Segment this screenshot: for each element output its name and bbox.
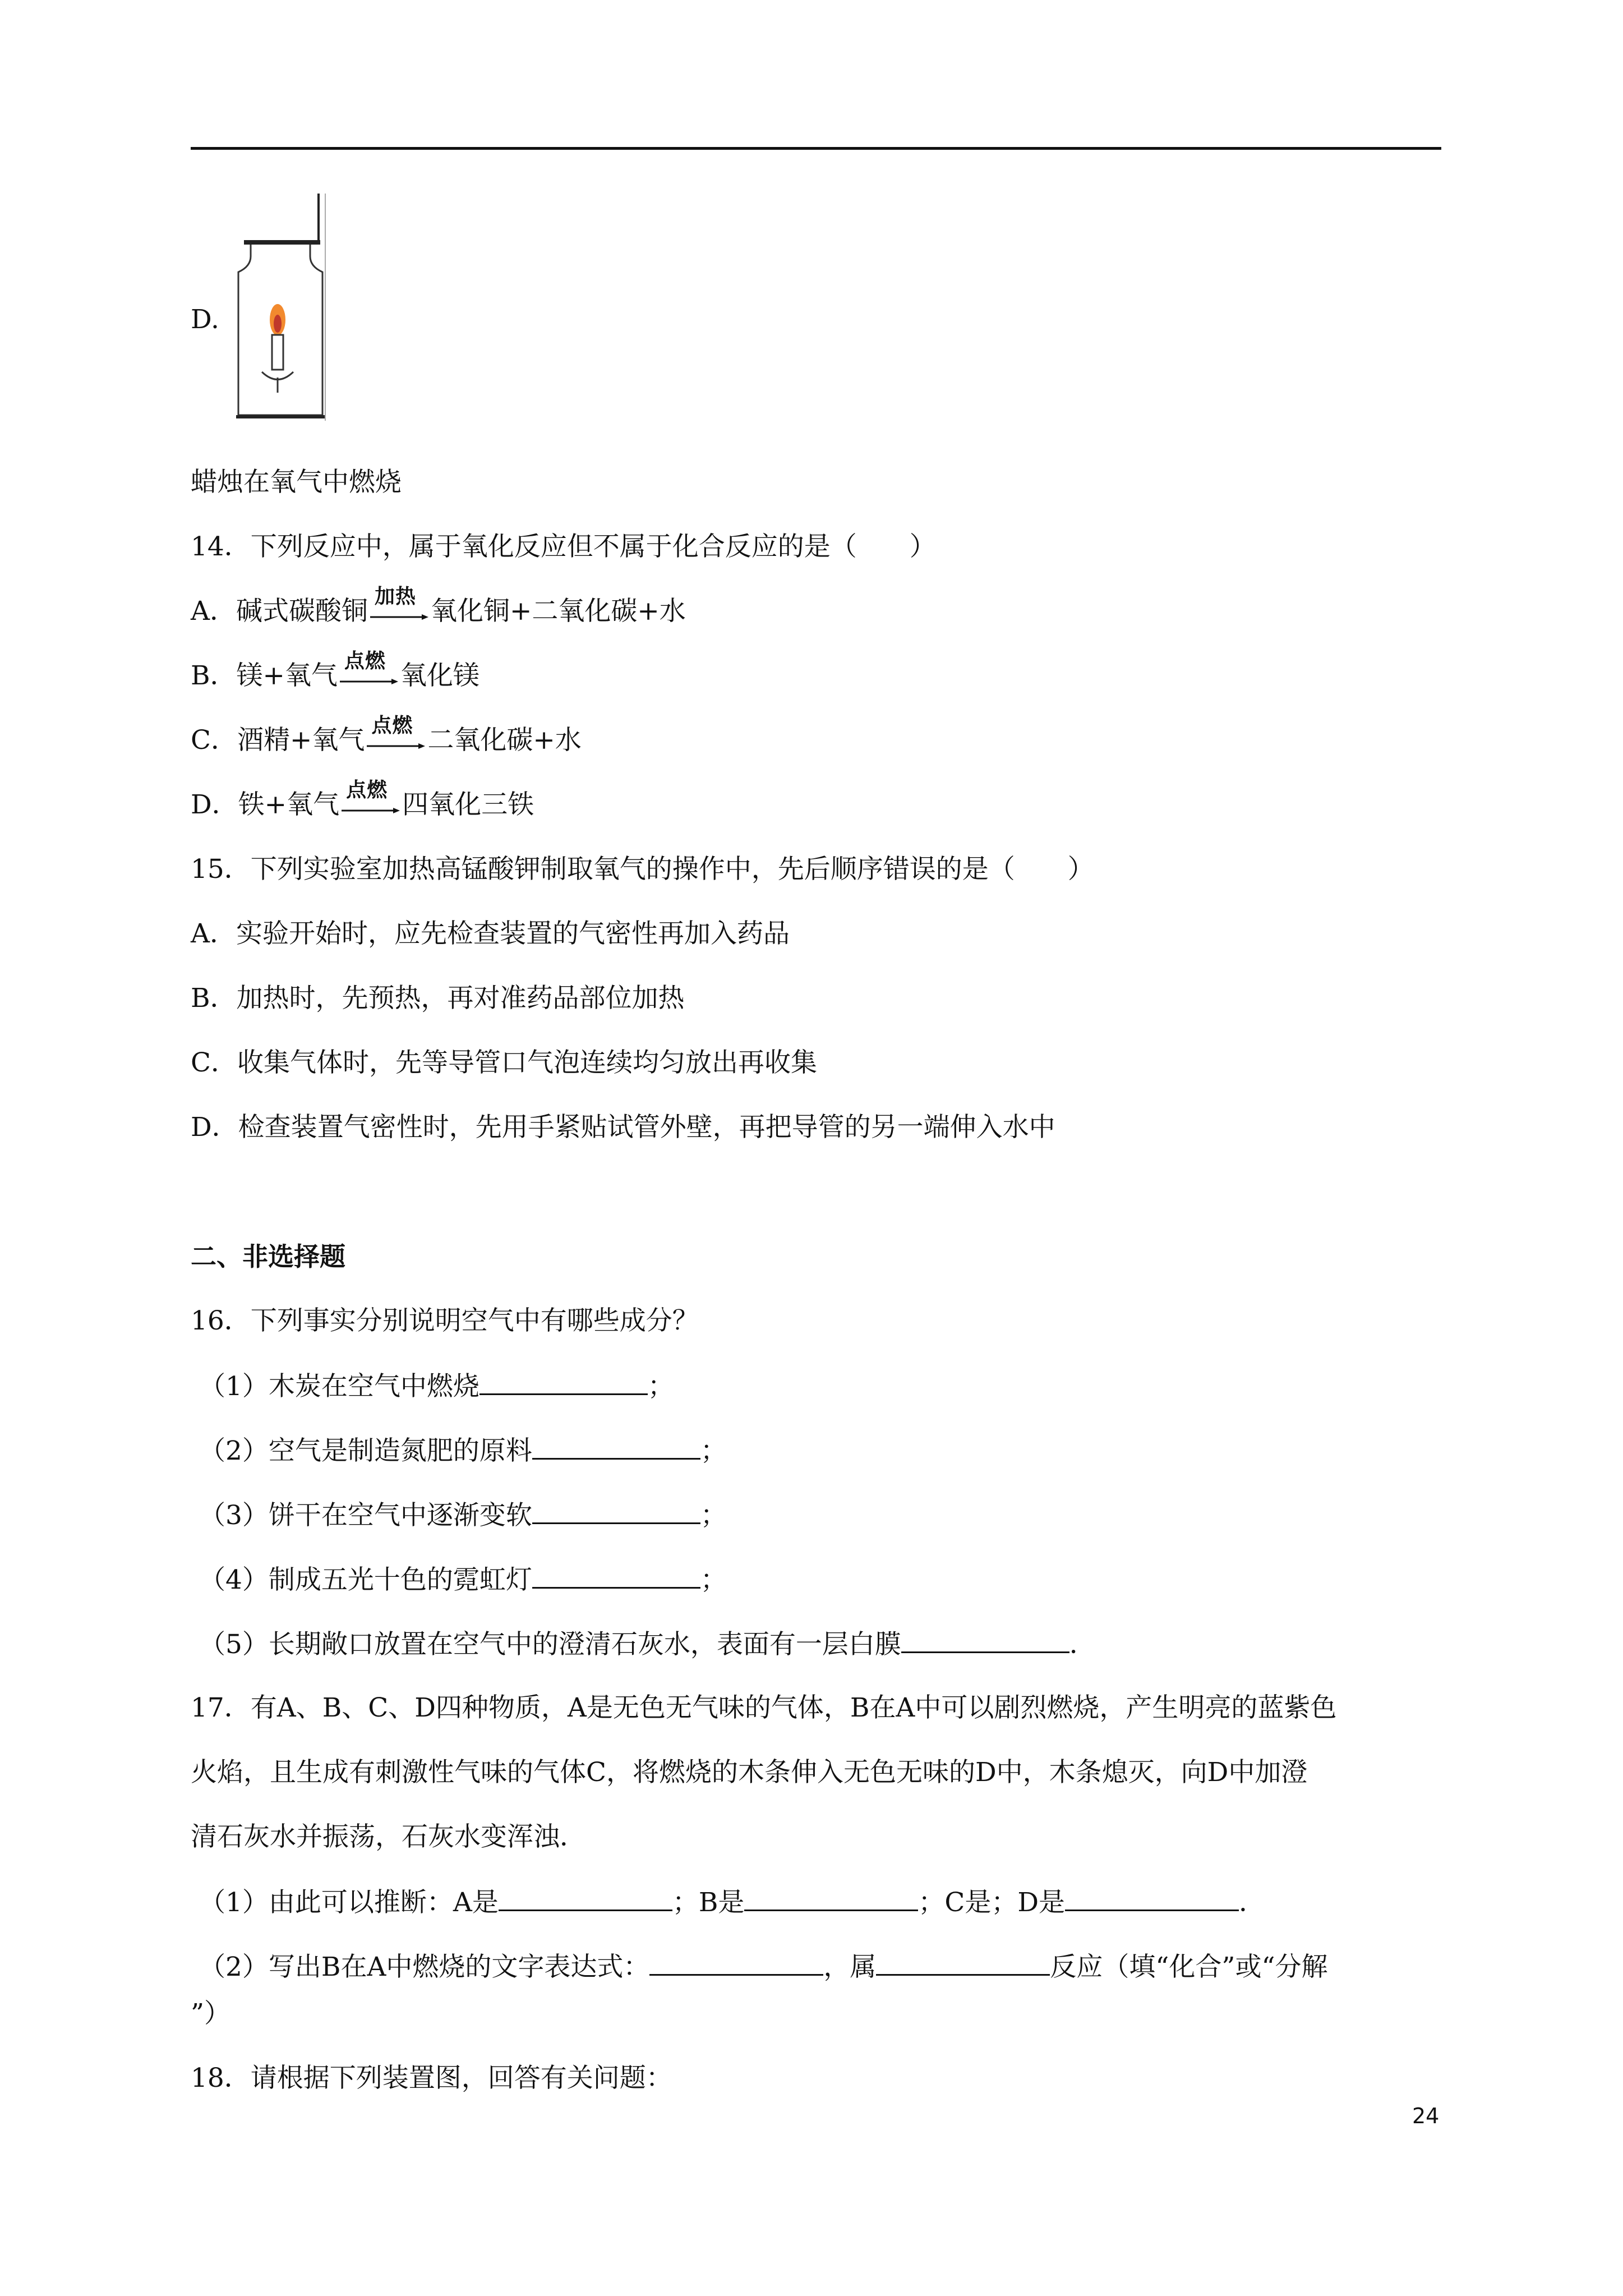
option-label: B．镁+氧气	[191, 660, 338, 691]
q15-option-a: A．实验开始时，应先检查装置的气密性再加入药品	[191, 918, 790, 949]
part-text: 反应（填“化合”或“分解	[1050, 1952, 1328, 1982]
reaction-condition: 加热	[374, 585, 416, 608]
answer-blank[interactable]	[532, 1433, 700, 1460]
q18-stem: 18．请根据下列装置图，回答有关问题：	[191, 2063, 672, 2093]
q16-item-2	[199, 1433, 727, 1468]
item-text: （1）木炭在空气中燃烧	[199, 1371, 479, 1402]
q16-item-1	[199, 1369, 674, 1404]
q15-stem: 15．下列实验室加热高锰酸钾制取氧气的操作中，先后顺序错误的是（ ）	[191, 854, 1094, 885]
reaction-product: 四氧化三铁	[402, 789, 534, 820]
item-end: ．	[1069, 1629, 1096, 1660]
reaction-arrow	[340, 650, 398, 693]
q17-stem-line-3: 清石灰水并振荡，石灰水变浑浊．	[191, 1821, 586, 1852]
q17-stem-line-2: 火焰，且生成有刺激性气味的气体C，将燃烧的木条伸入无色无味的D中，木条熄灭，向D中加澄	[191, 1757, 1308, 1788]
q16-item-3	[199, 1498, 727, 1533]
q13-option-d-label: D.	[191, 304, 219, 335]
part-text: ．	[1239, 1887, 1266, 1918]
reaction-product: 氧化铜+二氧化碳+水	[430, 596, 686, 627]
q16-item-4	[199, 1562, 727, 1597]
item-text: （4）制成五光十色的霓虹灯	[199, 1565, 532, 1595]
q14-stem: 14．下列反应中，属于氧化反应但不属于化合反应的是（ ）	[191, 531, 936, 562]
reaction-product: 氧化镁	[400, 660, 479, 691]
answer-blank-reaction-type[interactable]	[876, 1949, 1050, 1976]
q15-option-d: D．检查装置气密性时，先用手紧贴试管外壁，再把导管的另一端伸入水中	[191, 1112, 1055, 1143]
option-label: A．碱式碳酸铜	[191, 596, 368, 627]
page-number: 24	[1412, 2104, 1440, 2128]
q14-option-c	[191, 714, 582, 757]
q14-option-a	[191, 585, 686, 628]
q15-option-c: C．收集气体时，先等导管口气泡连续均匀放出再收集	[191, 1047, 817, 1078]
answer-blank[interactable]	[901, 1627, 1069, 1653]
header-rule	[191, 147, 1441, 150]
item-text: （2）空气是制造氮肥的原料	[199, 1435, 532, 1466]
item-end: ；	[647, 1371, 674, 1402]
part-text: （2）写出B在A中燃烧的文字表达式：	[199, 1952, 650, 1982]
part-text: ；B是	[672, 1887, 745, 1918]
item-text: （3）饼干在空气中逐渐变软	[199, 1500, 532, 1531]
q14-option-d	[191, 779, 534, 822]
answer-blank[interactable]	[532, 1498, 700, 1524]
candle-in-jar-figure	[222, 194, 339, 424]
part-text: ，属	[823, 1952, 877, 1982]
item-end: ；	[700, 1565, 727, 1595]
q17-part-2-tail: ”）	[191, 1998, 231, 2029]
answer-blank[interactable]	[532, 1562, 700, 1589]
answer-blank-d[interactable]	[1065, 1885, 1239, 1911]
answer-blank-a[interactable]	[499, 1885, 672, 1911]
reaction-product: 二氧化碳+水	[427, 725, 582, 756]
reaction-condition: 点燃	[371, 714, 413, 737]
reaction-arrow	[342, 779, 400, 822]
item-text: （5）长期敞口放置在空气中的澄清石灰水，表面有一层白膜	[199, 1629, 901, 1660]
reaction-condition: 点燃	[344, 650, 386, 673]
item-end: ；	[700, 1435, 727, 1466]
q15-option-b: B．加热时，先预热，再对准药品部位加热	[191, 983, 685, 1014]
arrow-icon	[340, 677, 398, 688]
q17-part-1	[199, 1885, 1265, 1920]
q14-option-b	[191, 650, 479, 693]
answer-blank-b[interactable]	[744, 1885, 918, 1911]
arrow-icon	[367, 742, 425, 753]
answer-blank[interactable]	[479, 1369, 648, 1395]
answer-blank-expression[interactable]	[649, 1949, 823, 1976]
reaction-condition: 点燃	[346, 779, 388, 802]
option-label: C．酒精+氧气	[191, 725, 365, 756]
q16-stem: 16．下列事实分别说明空气中有哪些成分？	[191, 1305, 699, 1336]
part-text: （1）由此可以推断：A是	[199, 1887, 499, 1918]
reaction-arrow	[370, 585, 428, 628]
arrow-icon	[370, 613, 428, 624]
part-text: ；C是；D是	[918, 1887, 1066, 1918]
reaction-arrow	[367, 714, 425, 757]
option-label: D．铁+氧气	[191, 789, 340, 820]
q17-part-2	[199, 1949, 1327, 1984]
q17-stem-line-1: 17．有A、B、C、D四种物质，A是无色无气味的气体，B在A中可以剧烈燃烧，产生明亮的蓝紫色	[191, 1692, 1337, 1723]
q13-option-d-caption: 蜡烛在氧气中燃烧	[191, 467, 402, 498]
item-end: ；	[700, 1500, 727, 1531]
arrow-icon	[342, 806, 400, 817]
q16-item-5	[199, 1627, 1096, 1662]
section-heading: 二、非选择题	[191, 1241, 345, 1272]
